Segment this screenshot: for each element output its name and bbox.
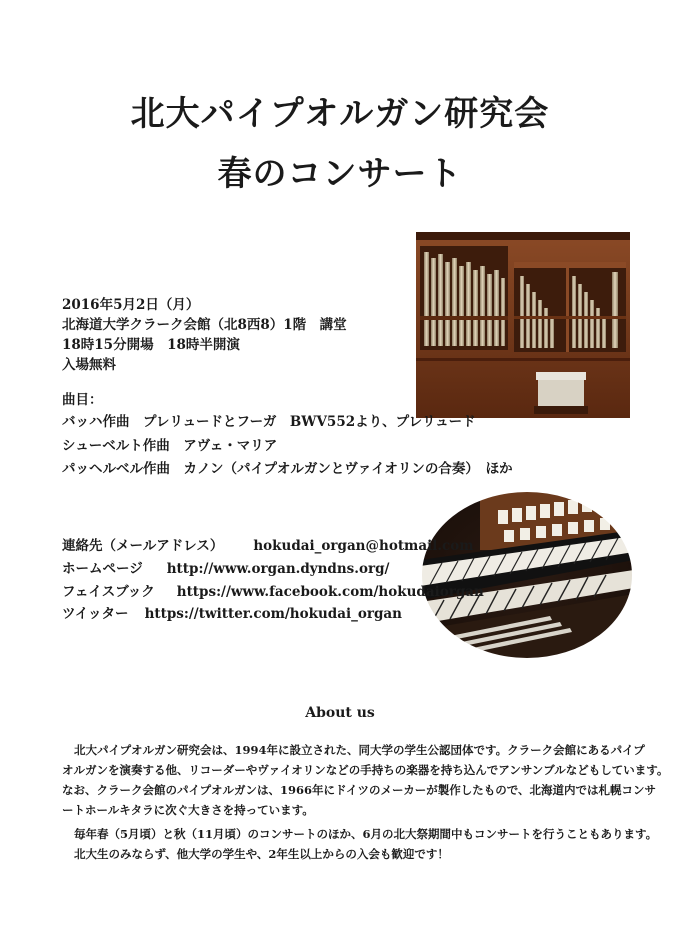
organ-console-photo <box>420 490 634 660</box>
homepage-link[interactable]: http://www.organ.dyndns.org/ <box>166 561 390 577</box>
contact-homepage-label: ホームページ <box>62 561 143 577</box>
about-paragraph-line: 毎年春（5月頃）と秋（11月頃）のコンサートのほか、6月の北大祭期間中もコンサートを行うこともあります。 <box>74 827 658 841</box>
about-paragraph-line: ートホールキタラに次ぐ大きさを持っています。 <box>62 803 314 817</box>
contact-twitter-label: ツイッター <box>62 606 129 622</box>
event-admission: 入場無料 <box>62 357 116 373</box>
page-subtitle: 春のコンサート <box>217 154 463 194</box>
event-venue: 北海道大学クラーク会館（北8西8）1階 講堂 <box>62 317 347 333</box>
contact-email <box>62 534 474 554</box>
about-heading: About us <box>305 705 375 721</box>
email-link[interactable]: hokudai_organ@hotmail.com <box>253 538 474 554</box>
about-paragraph-line: なお、クラーク会館のパイプオルガンは、1966年にドイツのメーカーが製作したもので、北海道内では札幌コンサ <box>62 783 657 797</box>
event-date: 2016年5月2日（月） <box>62 297 200 313</box>
program-item: パッヘルベル作曲 カノン（パイプオルガンとヴァイオリンの合奏） ほか <box>62 461 513 477</box>
contact-twitter <box>62 602 402 622</box>
program-heading: 曲目： <box>62 392 103 408</box>
contact-homepage <box>62 557 389 577</box>
event-time: 18時15分開場 18時半開演 <box>62 337 240 353</box>
twitter-link[interactable]: https://twitter.com/hokudai_organ <box>144 606 402 622</box>
contact-facebook-label: フェイスブック <box>62 584 155 600</box>
program-item: シューベルト作曲 アヴェ・マリア <box>62 438 278 454</box>
about-paragraph-line: 北大パイプオルガン研究会は、1994年に設立された、同大学の学生公認団体です。クラーク会館にあるパイプ <box>74 743 645 757</box>
organ-photo <box>416 232 630 418</box>
program-item: バッハ作曲 プレリュードとフーガ BWV552より、プレリュード <box>62 414 476 430</box>
about-paragraph-line: 北大生のみならず、他大学の学生や、2年生以上からの入会も歓迎です！ <box>74 847 449 861</box>
page-title: 北大パイプオルガン研究会 <box>130 94 550 134</box>
contact-facebook <box>62 580 484 600</box>
facebook-link[interactable]: https://www.facebook.com/hokudaiorgan <box>176 584 484 600</box>
about-paragraph-line: オルガンを演奏する他、リコーダーやヴァイオリンなどの手持ちの楽器を持ち込んでアンサンブルなどもしています。 <box>62 763 669 777</box>
contact-email-label: 連絡先（メールアドレス） <box>62 538 224 554</box>
